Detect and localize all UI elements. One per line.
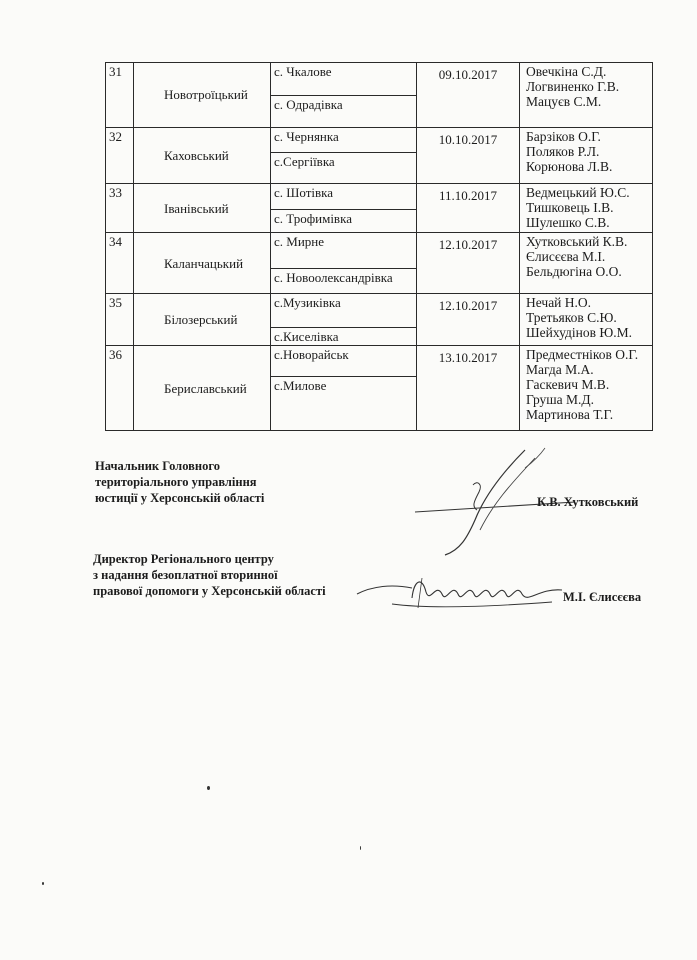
village-name: с. Чернянка — [271, 127, 417, 152]
table-row — [106, 232, 653, 268]
table-row — [106, 294, 653, 327]
member-name: Гаскевич М.В. — [526, 377, 610, 392]
village-name: с. Новоолександрівка — [271, 269, 417, 294]
signatory-2-title — [93, 551, 326, 599]
village-name: с.Новорайськ — [271, 346, 417, 377]
member-name: Єлисєєва М.І. — [526, 248, 606, 264]
member-name: Шулешко С.В. — [526, 215, 610, 231]
village-name: с. Одрадівка — [271, 96, 417, 127]
member-name: Нечай Н.О. — [526, 295, 592, 311]
commission-members — [520, 294, 653, 346]
village-name: с.Милове — [271, 377, 417, 431]
member-name: Поляков Р.Л. — [526, 143, 600, 159]
row-number: 35 — [106, 294, 134, 346]
member-name: Магда М.А. — [526, 362, 594, 377]
commission-members — [520, 184, 653, 233]
visit-date: 09.10.2017 — [417, 63, 520, 128]
village-name: с. Трофимівка — [271, 209, 417, 232]
member-name: Тишковець І.В. — [526, 200, 614, 216]
village-name: с.Музиківка — [271, 294, 417, 327]
member-name: Предместніков О.Г. — [526, 347, 639, 362]
table-row — [106, 184, 653, 209]
row-number: 32 — [106, 127, 134, 184]
member-name: Овечкіна С.Д. — [526, 64, 607, 79]
district-name: Білозерський — [134, 294, 271, 346]
member-name: Мацуєв С.М. — [526, 94, 602, 109]
table-body — [106, 63, 653, 431]
district-name: Каховський — [134, 127, 271, 184]
member-name: Логвиненко Г.В. — [526, 79, 620, 94]
table-row — [106, 346, 653, 377]
visit-date: 13.10.2017 — [417, 346, 520, 431]
member-name: Шейхудінов Ю.М. — [526, 325, 632, 341]
signatory-1-title-line: територіального управління — [95, 475, 257, 489]
signatory-1-name: К.В. Хутковський — [537, 495, 639, 509]
member-name: Ведмецький Ю.С. — [526, 185, 630, 201]
row-number: 34 — [106, 232, 134, 294]
signatory-1-title-line: юстиції у Херсонській області — [95, 491, 265, 505]
commission-members — [520, 127, 653, 184]
signatory-1-title — [95, 458, 264, 506]
member-name: Мартинова Т.Г. — [526, 407, 614, 422]
commission-members — [520, 63, 653, 128]
member-name: Барзіков О.Г. — [526, 128, 601, 144]
signatory-1-title-line: Начальник Головного — [95, 459, 220, 473]
signatory-2-title-line: з надання безоплатної вторинної — [93, 568, 278, 582]
district-name: Новотроїцький — [134, 63, 271, 128]
table-row — [106, 63, 653, 96]
scan-speck — [360, 846, 361, 850]
table-row — [106, 127, 653, 152]
village-name: с. Шотівка — [271, 184, 417, 209]
village-name: с.Киселівка — [271, 327, 417, 345]
commission-members — [520, 232, 653, 294]
signatory-2-title-line: Директор Регіонального центру — [93, 552, 274, 566]
commission-members — [520, 346, 653, 431]
village-name: с.Сергіївка — [271, 152, 417, 183]
signature-2-handwritten — [352, 568, 572, 618]
district-name: Бериславський — [134, 346, 271, 431]
scan-speck — [42, 882, 44, 885]
district-name: Іванівський — [134, 184, 271, 233]
commission-schedule-table — [105, 62, 653, 431]
visit-date: 10.10.2017 — [417, 127, 520, 184]
signatory-2-title-line: правової допомоги у Херсонській області — [93, 584, 326, 598]
scan-speck — [207, 786, 210, 790]
village-name: с. Чкалове — [271, 63, 417, 96]
member-name: Третьяков С.Ю. — [526, 310, 617, 326]
row-number: 36 — [106, 346, 134, 431]
row-number: 31 — [106, 63, 134, 128]
member-name: Хутковський К.В. — [526, 233, 628, 249]
signatory-2-name: М.І. Єлисєєва — [563, 590, 642, 604]
visit-date: 11.10.2017 — [417, 184, 520, 233]
village-name: с. Мирне — [271, 232, 417, 268]
member-name: Корюнова Л.В. — [526, 158, 613, 174]
row-number: 33 — [106, 184, 134, 233]
member-name: Груша М.Д. — [526, 392, 595, 407]
member-name: Бельдюгіна О.О. — [526, 263, 622, 279]
district-name: Каланчацький — [134, 232, 271, 294]
visit-date: 12.10.2017 — [417, 232, 520, 294]
visit-date: 12.10.2017 — [417, 294, 520, 346]
